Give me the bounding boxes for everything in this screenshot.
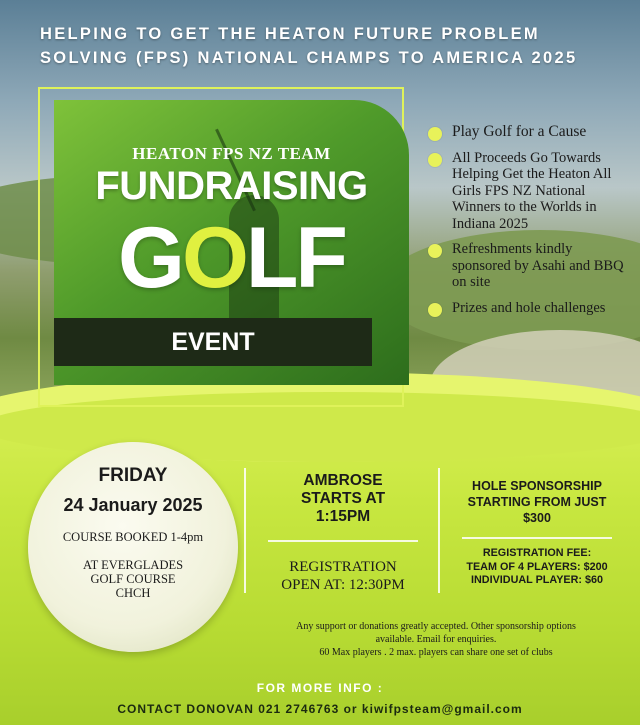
registration-line: OPEN AT: 12:30PM	[281, 577, 405, 593]
registration-line: REGISTRATION	[289, 559, 397, 575]
list-item-text: Play Golf for a Cause	[452, 123, 587, 140]
divider	[244, 468, 246, 593]
team-name: HEATON FPS NZ TEAM	[132, 144, 331, 163]
list-item	[428, 124, 633, 141]
list-item-text: Prizes and hole challenges	[452, 299, 606, 316]
note-line: available. Email for enquiries.	[375, 634, 497, 645]
bullet-dot-icon	[428, 153, 442, 167]
venue-line: GOLF COURSE	[90, 572, 176, 586]
hole-price: $300	[523, 511, 551, 525]
list-item	[428, 150, 633, 233]
bullet-dot-icon	[428, 127, 442, 141]
fundraising-title: FUNDRAISING	[95, 164, 368, 208]
golf-title	[54, 208, 409, 308]
fee-line: INDIVIDUAL PLAYER: $60	[471, 574, 603, 586]
date-block	[28, 442, 238, 600]
registration-time	[258, 558, 428, 594]
golf-letters-lf: LF	[245, 210, 345, 306]
venue-line: CHCH	[115, 586, 151, 600]
venue	[28, 558, 238, 600]
event-day: FRIDAY	[98, 465, 168, 486]
hole-line: HOLE SPONSORSHIP	[472, 479, 602, 493]
ambrose-line: STARTS AT	[300, 490, 386, 507]
event-banner	[54, 318, 372, 366]
registration-fee	[452, 547, 622, 588]
golf-letter-g: G	[118, 210, 182, 306]
headline	[40, 22, 620, 70]
note-line: 60 Max players . 2 max. players can share one set of clubs	[319, 647, 553, 658]
list-item-text: All Proceeds Go Towards Helping Get the Heaton All Girls FPS NZ National Winners to the Worlds in Indiana 2025	[452, 149, 612, 232]
contact-details: CONTACT DONOVAN 021 2746763 or kiwifpsteam@gmail.com	[117, 702, 523, 716]
hole-line: STARTING FROM JUST	[467, 495, 607, 509]
venue-line: AT EVERGLADES	[82, 558, 184, 572]
bullet-dot-icon	[428, 303, 442, 317]
event-date: 24 January 2025	[63, 495, 203, 515]
event-label: EVENT	[171, 327, 255, 356]
hole-sponsorship	[452, 478, 622, 526]
note-line: Any support or donations greatly accepted. Other sponsorship options	[296, 621, 576, 632]
divider	[438, 468, 440, 593]
ambrose-start	[258, 472, 428, 526]
more-info-heading: FOR MORE INFO :	[256, 681, 384, 695]
headline-line-2: SOLVING (FPS) NATIONAL CHAMPS TO AMERICA 2025	[40, 49, 578, 67]
list-item	[428, 300, 633, 317]
list-item-text: Refreshments kindly sponsored by Asahi and BBQ on site	[452, 241, 624, 290]
bullet-dot-icon	[428, 244, 442, 258]
headline-line-1: HELPING TO GET THE HEATON FUTURE PROBLEM	[40, 25, 540, 43]
ambrose-line: AMBROSE	[303, 472, 383, 489]
fee-line: REGISTRATION FEE:	[482, 547, 592, 559]
feature-list	[428, 124, 633, 325]
golf-letter-o: O	[181, 210, 246, 306]
title-card	[54, 100, 409, 385]
list-item	[428, 241, 633, 291]
course-booked: COURSE BOOKED 1-4pm	[62, 530, 204, 544]
divider	[268, 540, 418, 542]
support-note	[236, 620, 636, 659]
fee-line: TEAM OF 4 PLAYERS: $200	[466, 560, 608, 573]
ambrose-time: 1:15PM	[315, 508, 371, 525]
divider	[462, 537, 612, 539]
